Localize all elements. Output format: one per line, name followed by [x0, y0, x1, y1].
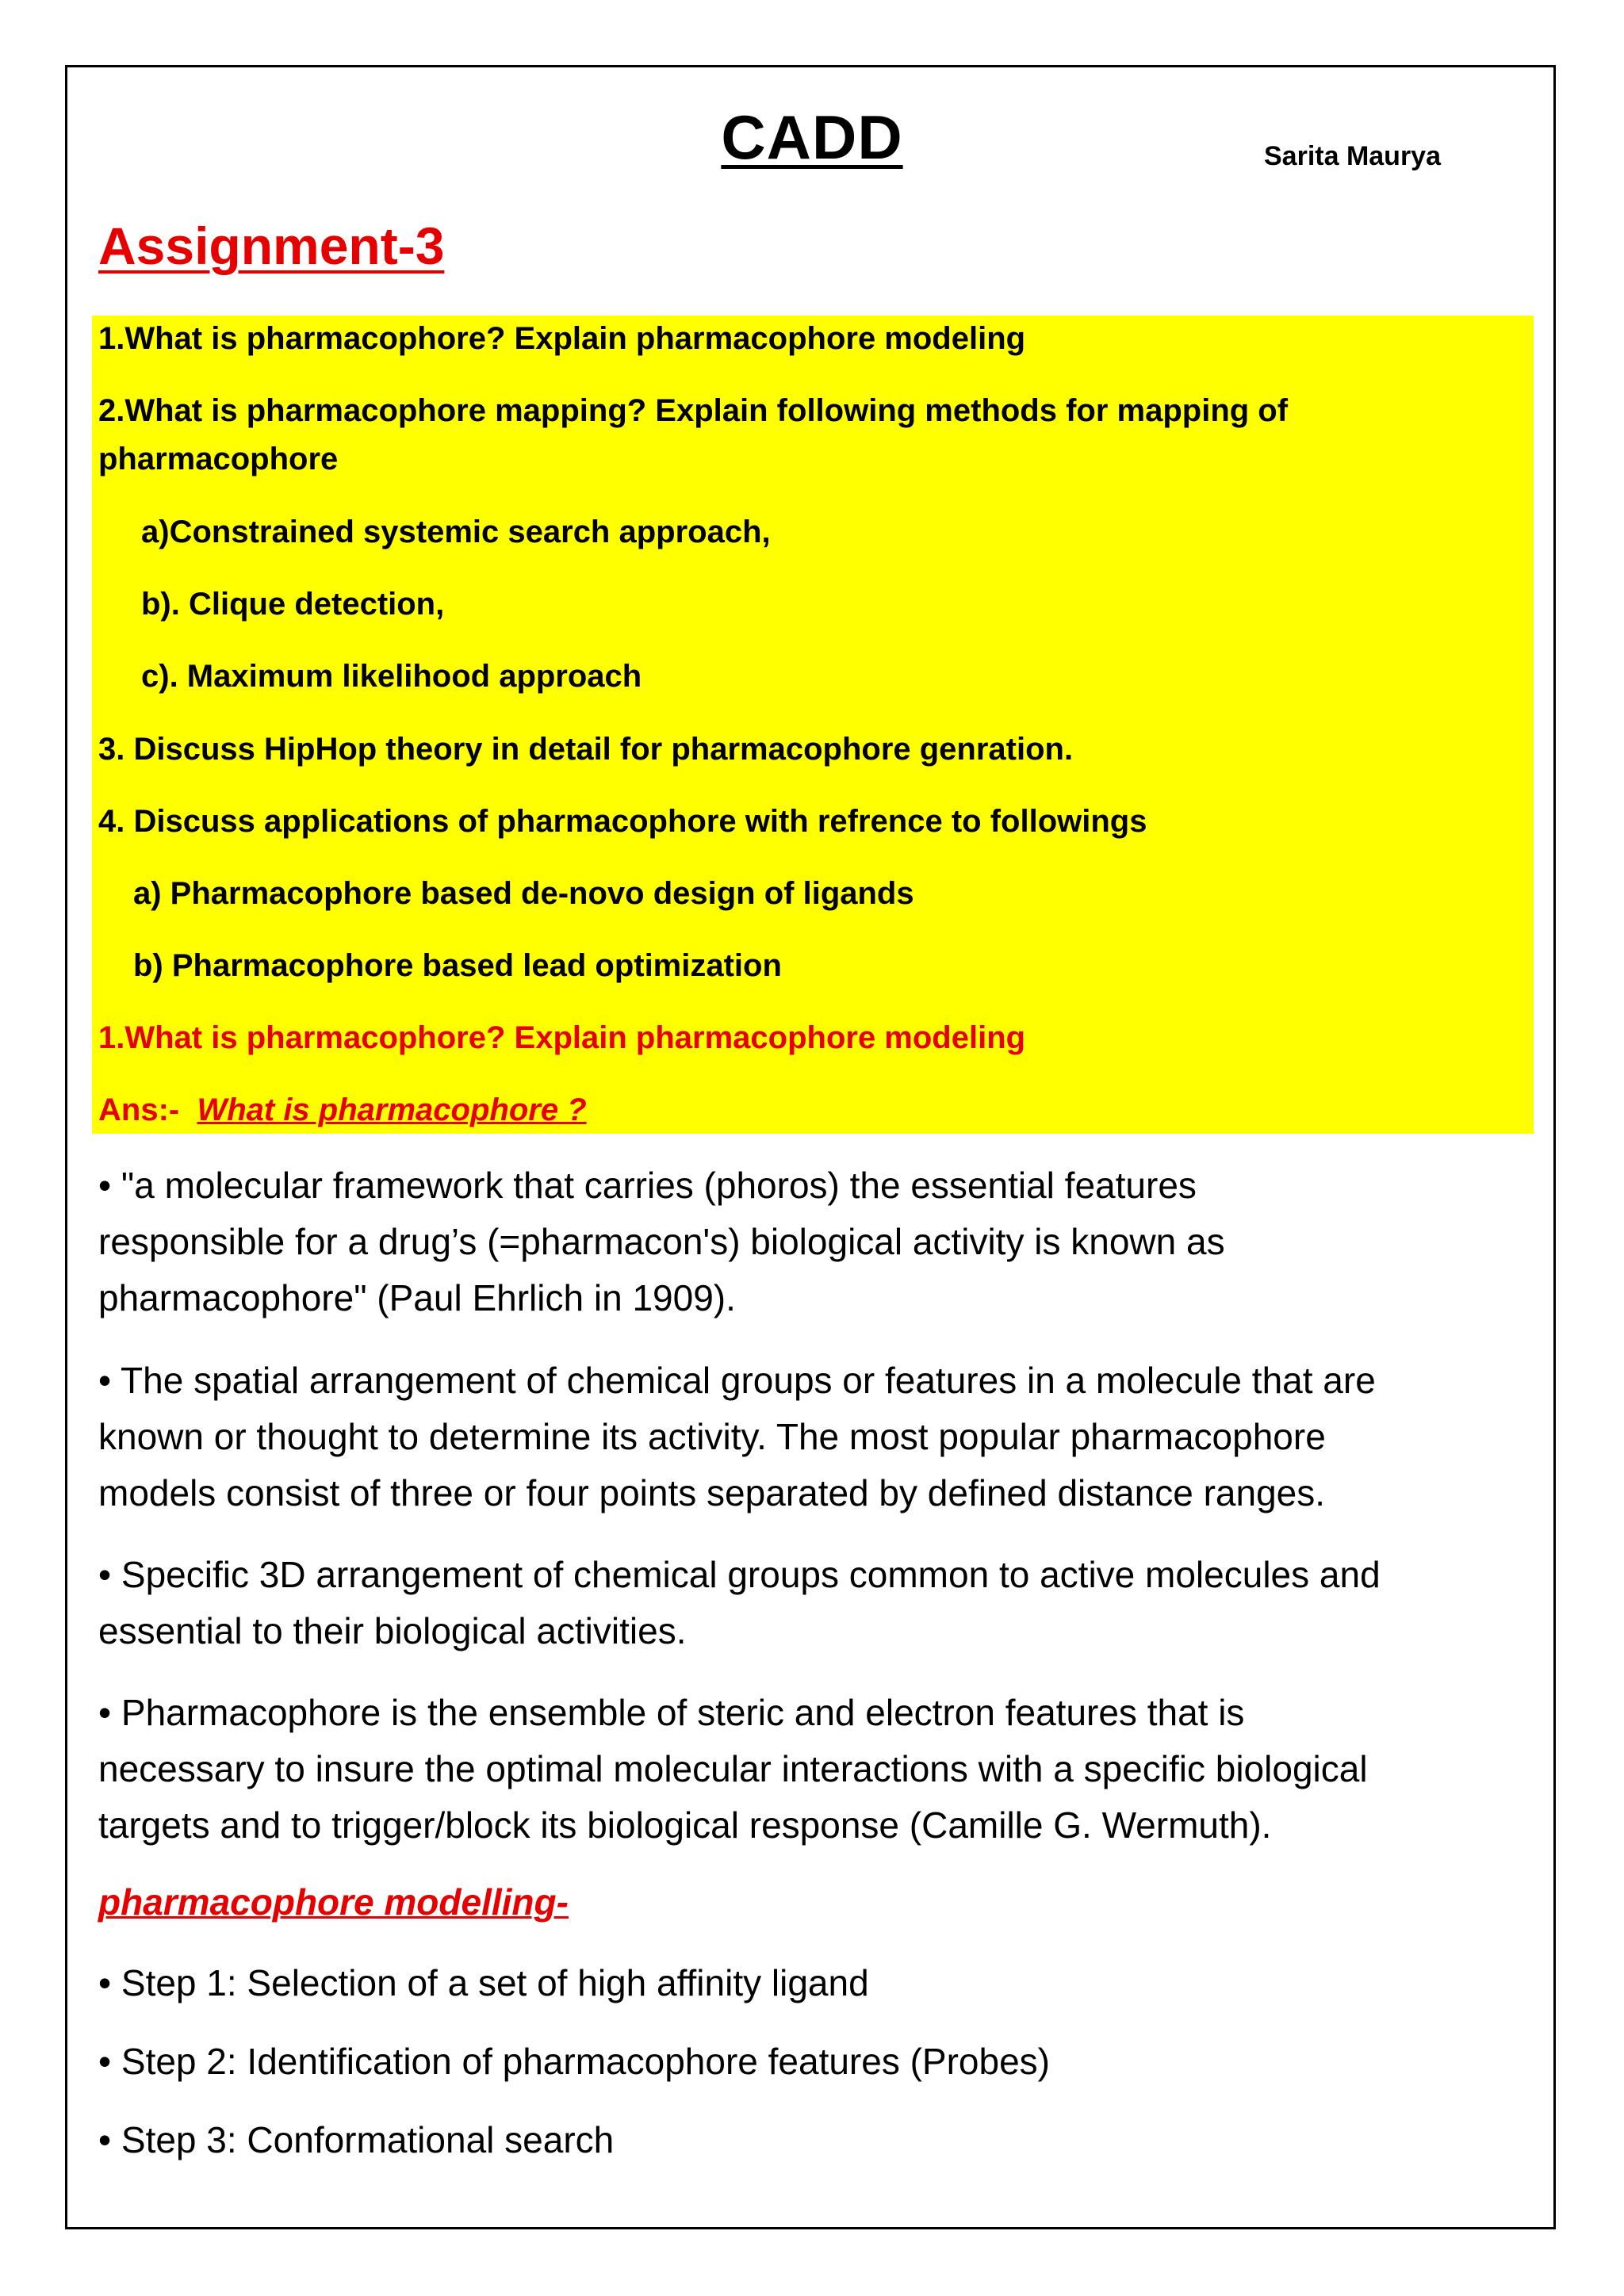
- text-line: models consist of three or four points separated by defined distance ranges.: [98, 1472, 1326, 1513]
- question-2: 2.What is pharmacophore mapping? Explain following methods for mapping of: [98, 393, 1289, 428]
- assignment-heading: Assignment-3: [98, 216, 445, 275]
- step-1: • Step 1: Selection of a set of high affinity ligand: [98, 1962, 869, 2003]
- question-2-continued: pharmacophore: [98, 442, 339, 476]
- text-line: pharmacophore" (Paul Ehrlich in 1909).: [98, 1277, 736, 1318]
- question-3: 3. Discuss HipHop theory in detail for pharmacophore genration.: [98, 732, 1074, 767]
- step-2: • Step 2: Identification of pharmacophore features (Probes): [98, 2041, 1050, 2082]
- text-line: • The spatial arrangement of chemical groups or features in a molecule that are: [98, 1360, 1376, 1401]
- modelling-heading: pharmacophore modelling-: [98, 1881, 569, 1923]
- question-4a: a) Pharmacophore based de-novo design of ligands: [133, 876, 914, 911]
- answer-label-line: [98, 1085, 587, 1135]
- question-2a: a)Constrained systemic search approach,: [141, 515, 771, 549]
- bullet-definition-1: [98, 1158, 1526, 1326]
- text-line: • Pharmacophore is the ensemble of steric and electron features that is: [98, 1692, 1245, 1733]
- bullet-definition-3: [98, 1547, 1526, 1659]
- text-line: targets and to trigger/block its biological response (Camille G. Wermuth).: [98, 1804, 1272, 1846]
- text-line: • "a molecular framework that carries (phoros) the essential features: [98, 1165, 1197, 1206]
- text-line: necessary to insure the optimal molecular interactions with a specific biological: [98, 1748, 1368, 1789]
- question-1: 1.What is pharmacophore? Explain pharmacophore modeling: [98, 321, 1026, 356]
- author-name: Sarita Maurya: [1264, 141, 1441, 171]
- question-2b: b). Clique detection,: [141, 587, 445, 622]
- bullet-definition-2: [98, 1353, 1526, 1521]
- text-line: known or thought to determine its activity. The most popular pharmacophore: [98, 1416, 1326, 1457]
- page-title: CADD: [721, 102, 903, 172]
- question-4b: b) Pharmacophore based lead optimization: [133, 948, 782, 983]
- step-3: • Step 3: Conformational search: [98, 2119, 615, 2160]
- text-line: responsible for a drug’s (=pharmacon's) biological activity is known as: [98, 1221, 1225, 1262]
- text-line: • Specific 3D arrangement of chemical groups common to active molecules and: [98, 1554, 1381, 1595]
- question-4: 4. Discuss applications of pharmacophore with refrence to followings: [98, 804, 1147, 839]
- text-line: essential to their biological activities.: [98, 1610, 687, 1651]
- bullet-definition-4: [98, 1685, 1526, 1854]
- question-2c: c). Maximum likelihood approach: [141, 659, 642, 694]
- answer-question-repeat: 1.What is pharmacophore? Explain pharmacophore modeling: [98, 1020, 1026, 1055]
- ans-label: Ans:-: [98, 1093, 180, 1127]
- ans-subheading: What is pharmacophore ?: [197, 1093, 587, 1127]
